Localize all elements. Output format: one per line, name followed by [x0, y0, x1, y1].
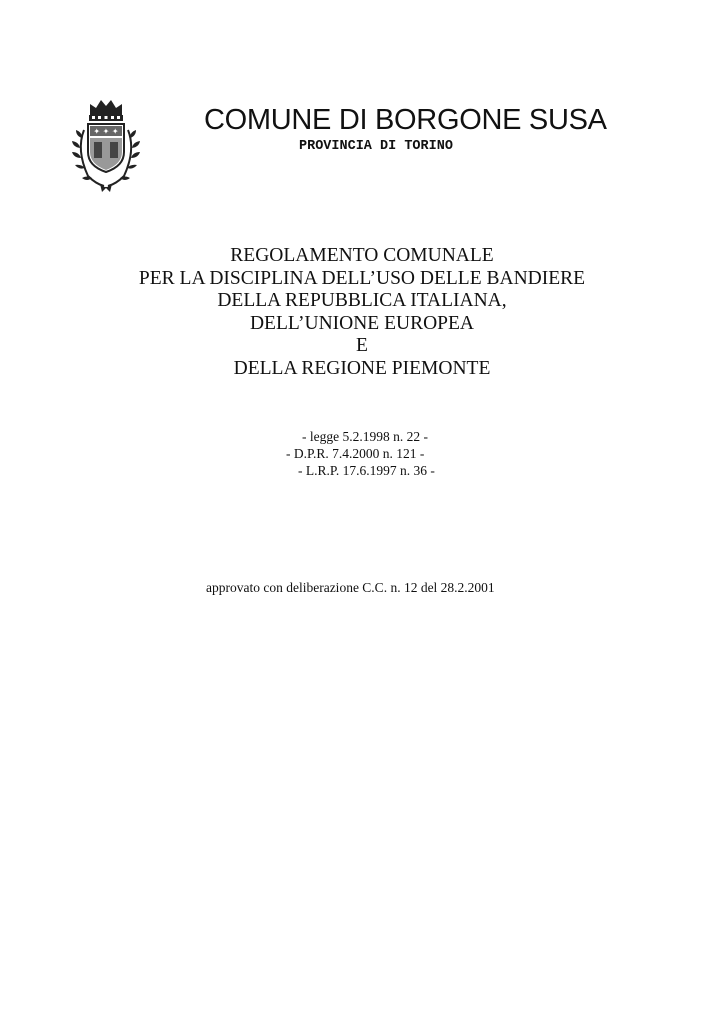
approval-note: approvato con deliberazione C.C. n. 12 del 28.2.2001: [206, 580, 495, 595]
legal-reference: - L.R.P. 17.6.1997 n. 36 -: [298, 463, 435, 478]
title-line: DELLA REGIONE PIEMONTE: [233, 357, 491, 379]
legal-reference: - legge 5.2.1998 n. 22 -: [302, 429, 428, 444]
title-line: DELL’UNIONE EUROPEA: [249, 312, 475, 334]
municipality-name: COMUNE DI BORGONE SUSA: [204, 104, 607, 136]
province-name: PROVINCIA DI TORINO: [299, 139, 453, 154]
title-line: E: [356, 335, 368, 357]
title-line: PER LA DISCIPLINA DELL’USO DELLE BANDIERE: [138, 267, 586, 289]
legal-reference: - D.P.R. 7.4.2000 n. 121 -: [286, 446, 425, 461]
title-line: REGOLAMENTO COMUNALE: [230, 245, 494, 266]
svg-text:✦ ✦ ✦: ✦ ✦ ✦: [93, 127, 119, 136]
regulation-title: [0, 245, 724, 381]
coat-of-arms-icon: [68, 94, 144, 194]
title-line: DELLA REPUBBLICA ITALIANA,: [217, 290, 507, 312]
